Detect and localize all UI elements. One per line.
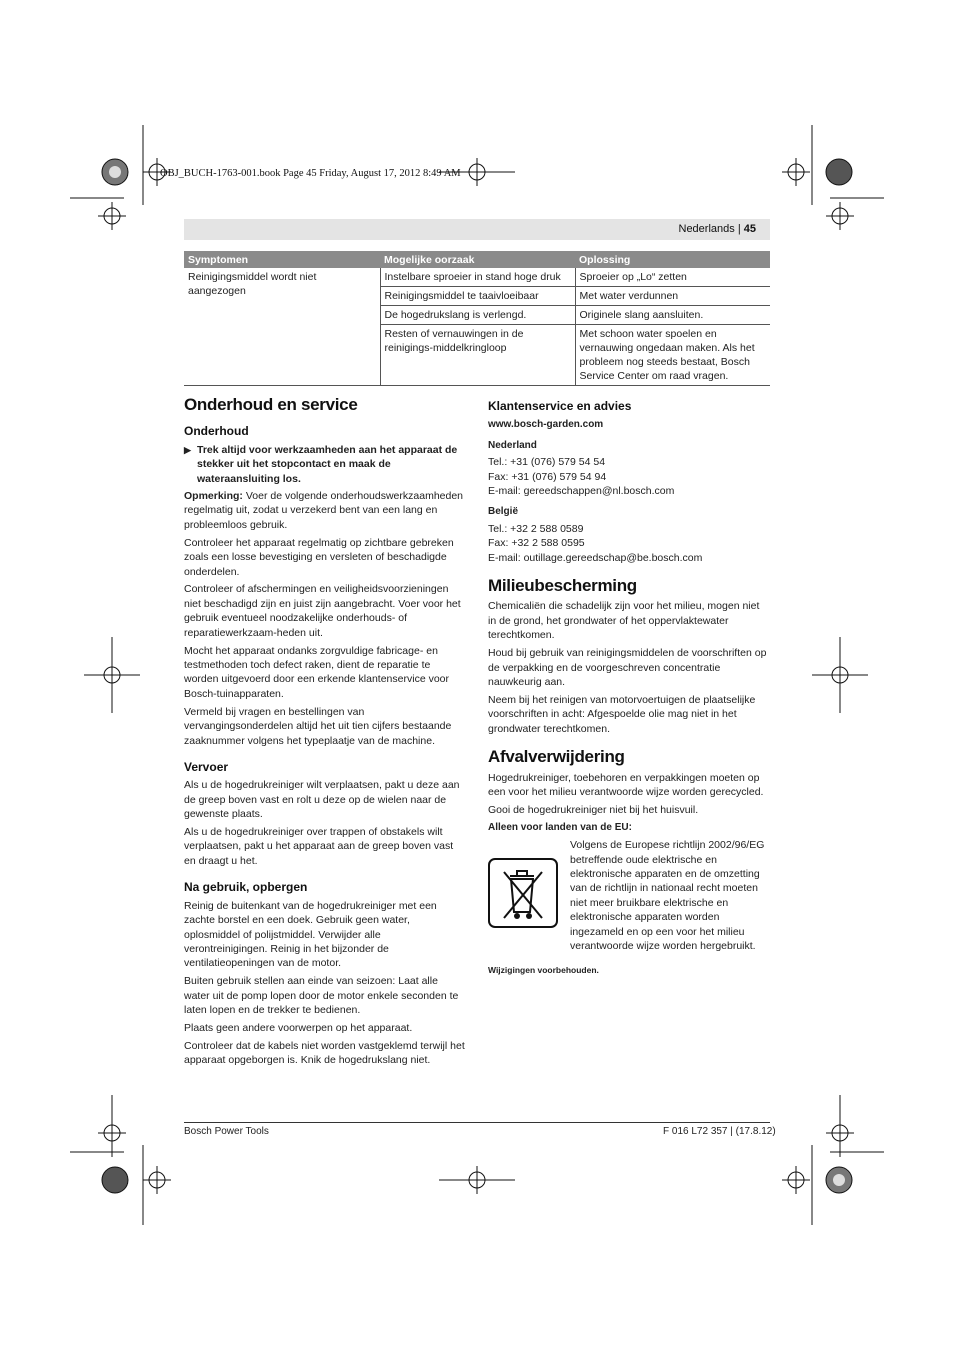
table-header-cause: Mogelijke oorzaak [380, 251, 575, 268]
header-language: Nederlands [678, 223, 735, 235]
crossed-bin-icon [488, 858, 558, 928]
footer-rule [184, 1122, 770, 1123]
paragraph: Plaats geen andere voorwerpen op het apparaat. [184, 1021, 413, 1034]
note-paragraph [184, 489, 466, 532]
table-cell-solution: Met water verdunnen [575, 287, 770, 306]
footer-brand: Bosch Power Tools [184, 1126, 269, 1137]
nl-email[interactable]: E-mail: gereedschappen@nl.bosch.com [488, 485, 675, 498]
left-column [184, 395, 466, 1071]
paragraph: Gooi de hogedrukreiniger niet bij het huisvuil. [488, 803, 699, 816]
header-page-number: 45 [743, 223, 756, 235]
eu-directive-text: Volgens de Europese richtlijn 2002/96/EG betreffende oude elektrische en elektronische apparaten en de omzetting van de richtlijn in nationaal recht moeten niet meer bruikbare elektrische en elektronische apparaten worden ingezameld en op een voor het milieu verantwoorde wijze worden hergebruikt. [570, 839, 765, 952]
table-cell-solution: Met schoon water spoelen en vernauwing ongedaan maken. Als het probleem nog steeds bestaat, Bosch Service Center om raad vragen. [575, 325, 770, 386]
table-cell-cause: Reinigingsmiddel te taaivloeibaar [380, 287, 575, 306]
note-text: Voer de volgende onderhoudswerkzaamheden regelmatig uit, zodat u verzekerd bent van een lang en probleemloos gebruik. [184, 490, 464, 531]
paragraph: Als u de hogedrukreiniger over trappen of obstakels wilt verplaatsen, pakt u het apparaat aan de greep boven vast en draagt u het. [184, 826, 454, 867]
paragraph: Hogedrukreiniger, toebehoren en verpakkingen moeten op een voor het milieu verantwoorde wijze worden gerecycled. [488, 771, 764, 798]
safety-instruction-text: Trek altijd voor werkzaamheden aan het apparaat de stekker uit het stopcontact en maak de wateraansluiting los. [197, 443, 458, 485]
header-separator: | [737, 223, 741, 235]
paragraph: Neem bij het reinigen van motorvoertuigen de plaatselijke voorschriften in acht: Afgespoelde olie mag niet in het grondwater terechtkomen. [488, 693, 756, 735]
table-cell-cause: De hogedrukslang is verlengd. [380, 306, 575, 325]
heading-transport: Vervoer [184, 759, 229, 774]
paragraph: Mocht het apparaat ondanks zorgvuldige fabricage- en testmethoden toch defect raken, dient de reparatie te worden uitgevoerd door een erkende klantenservice voor Bosch-tuinapparaten. [184, 644, 449, 700]
be-phone: Tel.: +32 2 588 0589 [488, 522, 584, 535]
section-title-maintenance-service: Onderhoud en service [184, 395, 358, 414]
table-cell-symptom: Reinigingsmiddel wordt niet aangezogen [184, 268, 380, 386]
table-cell-cause: Resten of vernauwingen in de reinigings-middelkringloop [380, 325, 575, 386]
paragraph: Houd bij gebruik van reinigingsmiddelen de voorschriften op de verpakking en de voorgeschreven concentratie nauwkeurig aan. [488, 647, 767, 688]
paragraph: Controleer het apparaat regelmatig op zichtbare gebreken zoals een losse bevestiging en versleten of beschadigde onderdelen. [184, 536, 454, 578]
note-label: Opmerking: [184, 490, 243, 503]
table-cell-solution: Sproeier op „Lo“ zetten [575, 268, 770, 287]
nl-fax: Fax: +31 (076) 579 54 94 [488, 470, 607, 483]
paragraph: Controleer of afschermingen en veiligheidsvoorzieningen niet beschadigd zijn en juist zijn aangebracht. Voer voor het gebruik eventueel noodzakelijke onderhouds- of reparatiewerkzaam-heden uit. [184, 583, 461, 639]
bullet-triangle-icon: ▶ [184, 444, 191, 455]
heading-customer-service: Klantenservice en advies [488, 399, 632, 413]
changes-reserved: Wijzigingen voorbehouden. [488, 965, 599, 976]
table-header-solution: Oplossing [575, 251, 770, 268]
be-fax: Fax: +32 2 588 0595 [488, 537, 585, 550]
nl-phone: Tel.: +31 (076) 579 54 54 [488, 456, 606, 469]
print-info: OBJ_BUCH-1763-001.book Page 45 Friday, August 17, 2012 8:49 AM [160, 168, 461, 179]
paragraph: Buiten gebruik stellen aan einde van seizoen: Laat alle water uit de pomp lopen door de motor enkele seconden te laten lopen en de trekker te bedienen. [184, 975, 459, 1017]
table-cell-solution: Originele slang aansluiten. [575, 306, 770, 325]
section-title-disposal: Afvalverwijdering [488, 747, 625, 767]
paragraph: Als u de hogedrukreiniger wilt verplaatsen, pakt u deze aan de greep boven vast en rolt u deze op de wielen naar de gewenste plaats. [184, 779, 460, 821]
paragraph: Controleer dat de kabels niet worden vastgeklemd terwijl het apparaat opgeborgen is. Knik de hogedrukslang niet. [184, 1039, 465, 1067]
be-email[interactable]: E-mail: outillage.gereedschap@be.bosch.com [488, 551, 703, 564]
paragraph: Chemicaliën die schadelijk zijn voor het milieu, mogen niet in de grond, het grondwater of het oppervlaktewater terechtkomen. [488, 600, 760, 642]
heading-belgium: België [488, 506, 519, 518]
heading-eu-only: Alleen voor landen van de EU: [488, 821, 632, 833]
service-website-link[interactable]: www.bosch-garden.com [488, 419, 604, 431]
heading-maintenance: Onderhoud [184, 424, 249, 439]
heading-storage: Na gebruik, opbergen [184, 880, 308, 895]
section-title-environment: Milieubescherming [488, 576, 637, 596]
running-header [184, 219, 770, 240]
safety-instruction [184, 443, 466, 486]
paragraph: Vermeld bij vragen en bestellingen van vervangingsonderdelen altijd het uit tien cijfers bestaande zaaknummer volgens het typeplaatje van de machine. [184, 705, 452, 747]
troubleshooting-table [184, 251, 770, 386]
paragraph: Reinig de buitenkant van de hogedrukreiniger met een zachte borstel en een doek. Gebruik geen water, oplosmiddel of polijstmiddel. Verwijder alle verontreinigingen. Reinig in het bijzonder de ventilatieopeningen van de motor. [184, 899, 437, 970]
table-row [184, 268, 770, 287]
footer-document-number: F 016 L72 357 | (17.8.12) [663, 1126, 776, 1137]
table-cell-cause: Instelbare sproeier in stand hoge druk [380, 268, 575, 287]
table-header-symptoms: Symptomen [184, 251, 380, 268]
heading-netherlands: Nederland [488, 439, 537, 451]
